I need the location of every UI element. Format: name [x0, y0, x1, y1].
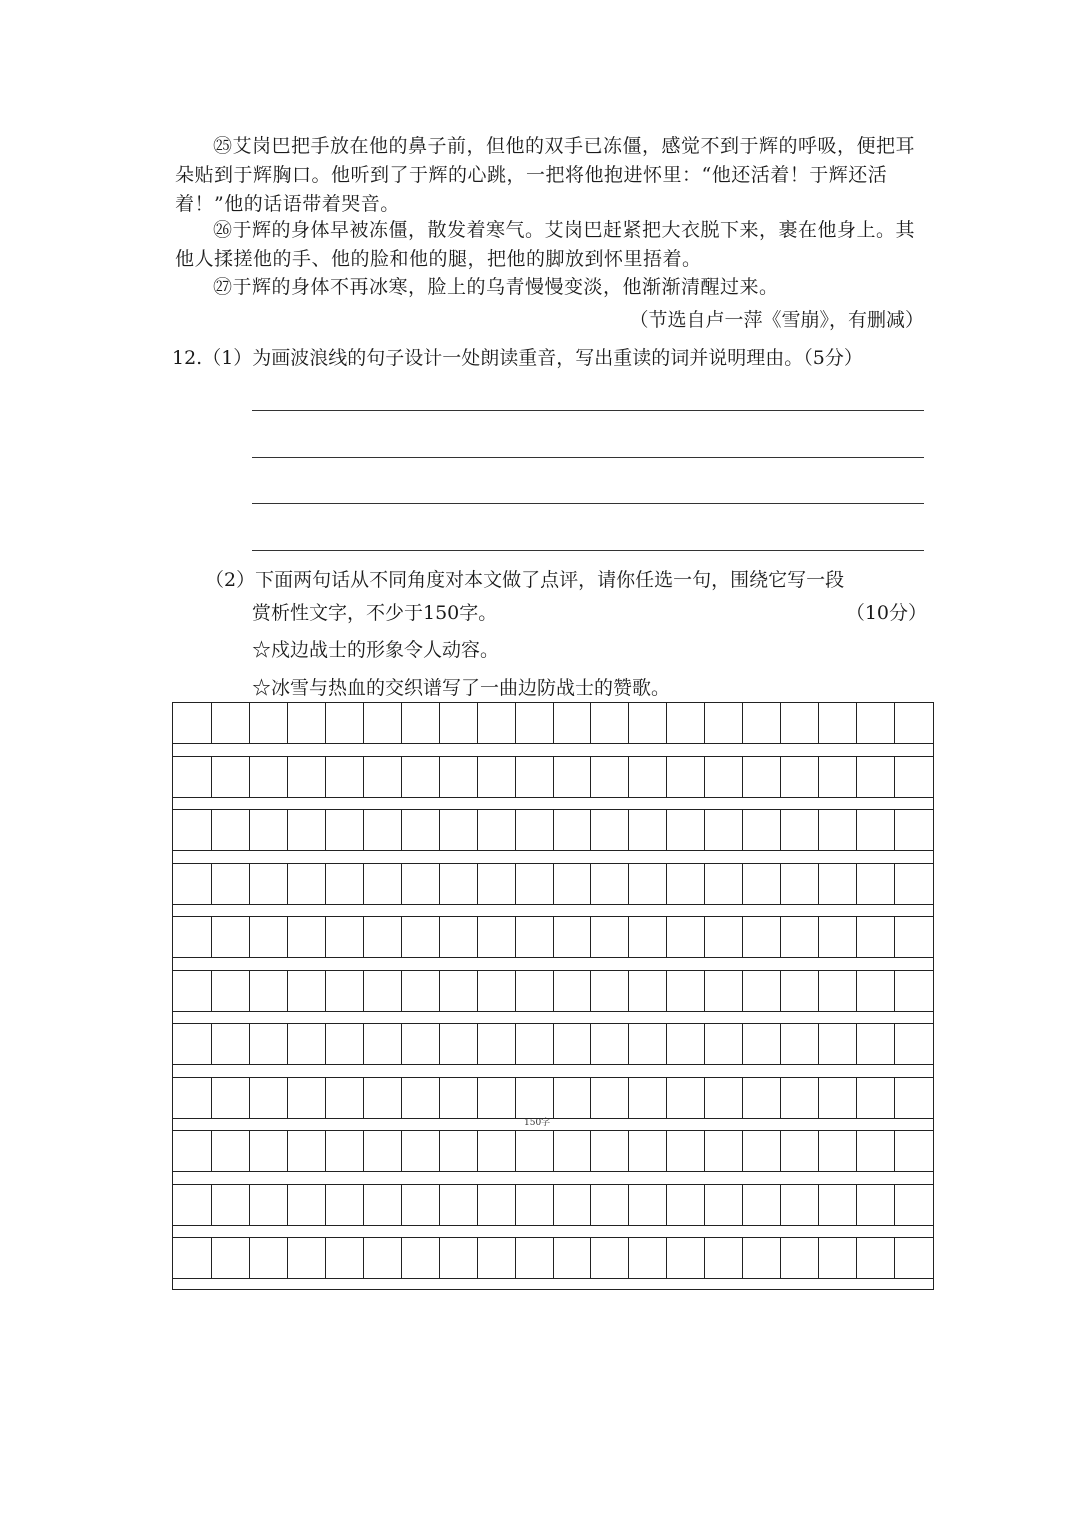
grid-cell-divider: [287, 703, 288, 743]
grid-cell-divider: [742, 1024, 743, 1064]
grid-row: [173, 702, 933, 744]
grid-cell-divider: [363, 1078, 364, 1118]
grid-cell-divider: [287, 917, 288, 957]
grid-cell-divider: [818, 1185, 819, 1225]
grid-cell-divider: [439, 757, 440, 797]
grid-cell-divider: [856, 810, 857, 850]
paragraph-25-text: ㉕艾岗巴把手放在他的鼻子前，但他的双手已冻僵，感觉不到于辉的呼吸，便把耳朵贴到于辉胸口。他听到了于辉的心跳，一把将他抱进怀里：“他还活着！于辉还活着！”他的话语带着哭音。: [175, 135, 916, 215]
grid-cell-divider: [780, 864, 781, 904]
grid-cell-divider: [856, 1131, 857, 1171]
grid-cell-divider: [401, 1185, 402, 1225]
grid-cell-divider: [439, 1131, 440, 1171]
grid-cell-divider: [666, 757, 667, 797]
grid-cell-divider: [742, 1078, 743, 1118]
grid-cell-divider: [477, 971, 478, 1011]
passage-source: （节选自卢一萍《雪崩》，有删减）: [629, 309, 924, 331]
grid-cell-divider: [553, 917, 554, 957]
grid-row: [173, 970, 933, 1012]
grid-cell-divider: [742, 1131, 743, 1171]
grid-cell-divider: [401, 757, 402, 797]
question-12-part-1: 12.（1）为画波浪线的句子设计一处朗读重音，写出重读的词并说明理由。（5分）: [172, 347, 863, 369]
grid-cell-divider: [401, 1238, 402, 1278]
grid-cell-divider: [780, 971, 781, 1011]
grid-cell-divider: [553, 757, 554, 797]
grid-cell-divider: [856, 703, 857, 743]
grid-cell-divider: [894, 864, 895, 904]
grid-cell-divider: [894, 1238, 895, 1278]
grid-cell-divider: [325, 703, 326, 743]
grid-cell-divider: [666, 917, 667, 957]
writing-grid[interactable]: [172, 702, 934, 1290]
grid-cell-divider: [894, 1131, 895, 1171]
grid-cell-divider: [780, 917, 781, 957]
grid-cell-divider: [439, 864, 440, 904]
grid-cell-divider: [477, 1078, 478, 1118]
grid-cell-divider: [590, 864, 591, 904]
grid-cell-divider: [553, 971, 554, 1011]
grid-cell-divider: [515, 864, 516, 904]
grid-cell-divider: [666, 810, 667, 850]
answer-line[interactable]: [252, 410, 924, 411]
grid-cell-divider: [780, 703, 781, 743]
grid-cell-divider: [287, 1024, 288, 1064]
grid-cell-divider: [856, 917, 857, 957]
grid-cell-divider: [780, 1078, 781, 1118]
grid-cell-divider: [553, 1238, 554, 1278]
grid-cell-divider: [590, 1078, 591, 1118]
grid-cell-divider: [325, 917, 326, 957]
grid-cell-divider: [325, 1131, 326, 1171]
grid-cell-divider: [211, 1131, 212, 1171]
grid-cell-divider: [477, 703, 478, 743]
grid-cell-divider: [401, 1078, 402, 1118]
grid-cell-divider: [704, 971, 705, 1011]
grid-cell-divider: [553, 1078, 554, 1118]
grid-cell-divider: [515, 1238, 516, 1278]
grid-cell-divider: [249, 917, 250, 957]
grid-cell-divider: [666, 864, 667, 904]
grid-cell-divider: [325, 1078, 326, 1118]
grid-cell-divider: [477, 810, 478, 850]
grid-cell-divider: [211, 703, 212, 743]
question-12-part-2-score: （10分）: [845, 602, 927, 624]
grid-cell-divider: [780, 1131, 781, 1171]
grid-cell-divider: [742, 703, 743, 743]
grid-cell-divider: [211, 1185, 212, 1225]
grid-cell-divider: [628, 1131, 629, 1171]
grid-cell-divider: [477, 917, 478, 957]
grid-cell-divider: [553, 1024, 554, 1064]
grid-cell-divider: [477, 864, 478, 904]
grid-cell-divider: [287, 1078, 288, 1118]
grid-cell-divider: [590, 1024, 591, 1064]
grid-cell-divider: [628, 703, 629, 743]
grid-cell-divider: [325, 864, 326, 904]
grid-cell-divider: [818, 1078, 819, 1118]
grid-cell-divider: [818, 1238, 819, 1278]
grid-cell-divider: [704, 1078, 705, 1118]
grid-cell-divider: [894, 810, 895, 850]
grid-cell-divider: [856, 971, 857, 1011]
grid-cell-divider: [894, 1078, 895, 1118]
comment-option-1: ☆戍边战士的形象令人动容。: [252, 639, 500, 661]
grid-cell-divider: [704, 703, 705, 743]
grid-cell-divider: [856, 1024, 857, 1064]
grid-cell-divider: [211, 1238, 212, 1278]
grid-cell-divider: [780, 757, 781, 797]
grid-cell-divider: [287, 1185, 288, 1225]
grid-cell-divider: [666, 1238, 667, 1278]
grid-cell-divider: [211, 917, 212, 957]
grid-cell-divider: [363, 1024, 364, 1064]
paragraph-26-text: ㉖于辉的身体早被冻僵，散发着寒气。艾岗巴赶紧把大衣脱下来，裹在他身上。其他人揉搓他的手、他的脸和他的腿，把他的脚放到怀里捂着。: [175, 219, 916, 270]
grid-cell-divider: [553, 703, 554, 743]
grid-cell-divider: [249, 971, 250, 1011]
grid-cell-divider: [818, 971, 819, 1011]
grid-cell-divider: [249, 1078, 250, 1118]
question-12-part-2-line-2: [252, 599, 927, 628]
grid-cell-divider: [590, 1131, 591, 1171]
grid-cell-divider: [515, 1131, 516, 1171]
grid-cell-divider: [515, 810, 516, 850]
grid-cell-divider: [628, 864, 629, 904]
answer-line[interactable]: [252, 457, 924, 458]
grid-cell-divider: [439, 1024, 440, 1064]
grid-cell-divider: [856, 864, 857, 904]
grid-cell-divider: [818, 917, 819, 957]
grid-cell-divider: [363, 1185, 364, 1225]
grid-cell-divider: [742, 864, 743, 904]
grid-cell-divider: [818, 1024, 819, 1064]
grid-cell-divider: [249, 703, 250, 743]
grid-cell-divider: [515, 1078, 516, 1118]
grid-cell-divider: [590, 810, 591, 850]
grid-cell-divider: [553, 810, 554, 850]
grid-cell-divider: [628, 1024, 629, 1064]
grid-cell-divider: [439, 1238, 440, 1278]
grid-cell-divider: [818, 810, 819, 850]
answer-line[interactable]: [252, 503, 924, 504]
grid-cell-divider: [515, 703, 516, 743]
grid-cell-divider: [704, 757, 705, 797]
grid-cell-divider: [818, 864, 819, 904]
grid-cell-divider: [439, 1185, 440, 1225]
grid-cell-divider: [249, 1238, 250, 1278]
grid-cell-divider: [856, 757, 857, 797]
answer-line[interactable]: [252, 550, 924, 551]
grid-cell-divider: [287, 1238, 288, 1278]
grid-cell-divider: [477, 1238, 478, 1278]
grid-cell-divider: [211, 1024, 212, 1064]
grid-cell-divider: [249, 757, 250, 797]
grid-cell-divider: [515, 971, 516, 1011]
grid-cell-divider: [439, 917, 440, 957]
grid-cell-divider: [704, 917, 705, 957]
grid-cell-divider: [325, 1185, 326, 1225]
question-12-part-2-text: 赏析性文字，不少于150字。: [252, 602, 498, 624]
grid-cell-divider: [666, 971, 667, 1011]
grid-cell-divider: [590, 917, 591, 957]
grid-cell-divider: [628, 971, 629, 1011]
grid-cell-divider: [439, 971, 440, 1011]
grid-cell-divider: [363, 810, 364, 850]
grid-cell-divider: [666, 1185, 667, 1225]
grid-cell-divider: [780, 1185, 781, 1225]
grid-cell-divider: [211, 971, 212, 1011]
grid-cell-divider: [894, 917, 895, 957]
grid-row: [173, 916, 933, 958]
grid-cell-divider: [477, 757, 478, 797]
grid-cell-divider: [628, 757, 629, 797]
grid-cell-divider: [211, 810, 212, 850]
grid-cell-divider: [856, 1185, 857, 1225]
grid-cell-divider: [704, 1131, 705, 1171]
grid-cell-divider: [249, 864, 250, 904]
grid-cell-divider: [401, 917, 402, 957]
passage-paragraph-25: [175, 132, 927, 219]
passage-paragraph-27: [175, 273, 927, 302]
grid-cell-divider: [704, 864, 705, 904]
grid-cell-divider: [742, 971, 743, 1011]
grid-cell-divider: [515, 917, 516, 957]
grid-cell-divider: [439, 703, 440, 743]
passage-paragraph-26: [175, 216, 927, 274]
grid-cell-divider: [856, 1078, 857, 1118]
grid-cell-divider: [287, 864, 288, 904]
grid-cell-divider: [401, 1131, 402, 1171]
grid-cell-divider: [666, 1024, 667, 1064]
grid-cell-divider: [439, 810, 440, 850]
grid-row: [173, 756, 933, 798]
grid-cell-divider: [553, 1131, 554, 1171]
grid-cell-divider: [401, 864, 402, 904]
comment-option-2: ☆冰雪与热血的交织谱写了一曲边防战士的赞歌。: [252, 677, 671, 699]
grid-cell-divider: [363, 917, 364, 957]
grid-cell-divider: [477, 1185, 478, 1225]
grid-cell-divider: [894, 703, 895, 743]
grid-cell-divider: [363, 757, 364, 797]
grid-cell-divider: [742, 917, 743, 957]
paragraph-27-text: ㉗于辉的身体不再冰寒，脸上的乌青慢慢变淡，他渐渐清醒过来。: [213, 276, 779, 298]
grid-cell-divider: [742, 1185, 743, 1225]
grid-row: [173, 1023, 933, 1065]
grid-cell-divider: [477, 1024, 478, 1064]
grid-row: [173, 809, 933, 851]
grid-cell-divider: [477, 1131, 478, 1171]
grid-cell-divider: [325, 1238, 326, 1278]
grid-cell-divider: [894, 1185, 895, 1225]
grid-cell-divider: [704, 810, 705, 850]
grid-cell-divider: [249, 1131, 250, 1171]
grid-cell-divider: [666, 1078, 667, 1118]
grid-cell-divider: [211, 1078, 212, 1118]
grid-cell-divider: [249, 1185, 250, 1225]
grid-cell-divider: [742, 757, 743, 797]
grid-cell-divider: [401, 703, 402, 743]
grid-cell-divider: [287, 1131, 288, 1171]
grid-cell-divider: [780, 810, 781, 850]
grid-cell-divider: [704, 1238, 705, 1278]
grid-cell-divider: [628, 1078, 629, 1118]
grid-cell-divider: [363, 1131, 364, 1171]
grid-row: [173, 1077, 933, 1119]
grid-cell-divider: [439, 1078, 440, 1118]
grid-row: [173, 863, 933, 905]
grid-cell-divider: [325, 810, 326, 850]
grid-cell-divider: [894, 757, 895, 797]
grid-cell-divider: [515, 1024, 516, 1064]
grid-cell-divider: [666, 703, 667, 743]
grid-cell-divider: [894, 971, 895, 1011]
grid-cell-divider: [590, 971, 591, 1011]
grid-marker-150: 150字: [524, 1118, 551, 1128]
grid-cell-divider: [287, 810, 288, 850]
grid-cell-divider: [363, 1238, 364, 1278]
grid-cell-divider: [628, 810, 629, 850]
grid-cell-divider: [553, 864, 554, 904]
grid-cell-divider: [628, 1185, 629, 1225]
grid-cell-divider: [401, 971, 402, 1011]
grid-cell-divider: [742, 810, 743, 850]
grid-cell-divider: [401, 810, 402, 850]
grid-cell-divider: [363, 971, 364, 1011]
grid-cell-divider: [742, 1238, 743, 1278]
grid-cell-divider: [211, 864, 212, 904]
grid-row: [173, 1130, 933, 1172]
grid-cell-divider: [894, 1024, 895, 1064]
question-12-part-2: （2）下面两句话从不同角度对本文做了点评，请你任选一句，围绕它写一段: [205, 569, 845, 591]
grid-cell-divider: [287, 757, 288, 797]
grid-cell-divider: [780, 1238, 781, 1278]
grid-cell-divider: [211, 757, 212, 797]
grid-cell-divider: [249, 810, 250, 850]
grid-row: [173, 1237, 933, 1279]
grid-cell-divider: [628, 917, 629, 957]
grid-cell-divider: [515, 757, 516, 797]
grid-cell-divider: [363, 864, 364, 904]
grid-cell-divider: [780, 1024, 781, 1064]
grid-cell-divider: [325, 1024, 326, 1064]
grid-cell-divider: [818, 703, 819, 743]
grid-row: [173, 1184, 933, 1226]
grid-cell-divider: [704, 1024, 705, 1064]
grid-cell-divider: [590, 1238, 591, 1278]
grid-cell-divider: [590, 757, 591, 797]
grid-cell-divider: [590, 703, 591, 743]
grid-cell-divider: [515, 1185, 516, 1225]
grid-cell-divider: [856, 1238, 857, 1278]
grid-cell-divider: [704, 1185, 705, 1225]
grid-cell-divider: [249, 1024, 250, 1064]
grid-cell-divider: [325, 757, 326, 797]
grid-cell-divider: [628, 1238, 629, 1278]
grid-cell-divider: [818, 1131, 819, 1171]
grid-cell-divider: [590, 1185, 591, 1225]
grid-cell-divider: [401, 1024, 402, 1064]
grid-cell-divider: [287, 971, 288, 1011]
grid-cell-divider: [363, 703, 364, 743]
grid-cell-divider: [553, 1185, 554, 1225]
grid-cell-divider: [666, 1131, 667, 1171]
grid-cell-divider: [818, 757, 819, 797]
grid-cell-divider: [325, 971, 326, 1011]
